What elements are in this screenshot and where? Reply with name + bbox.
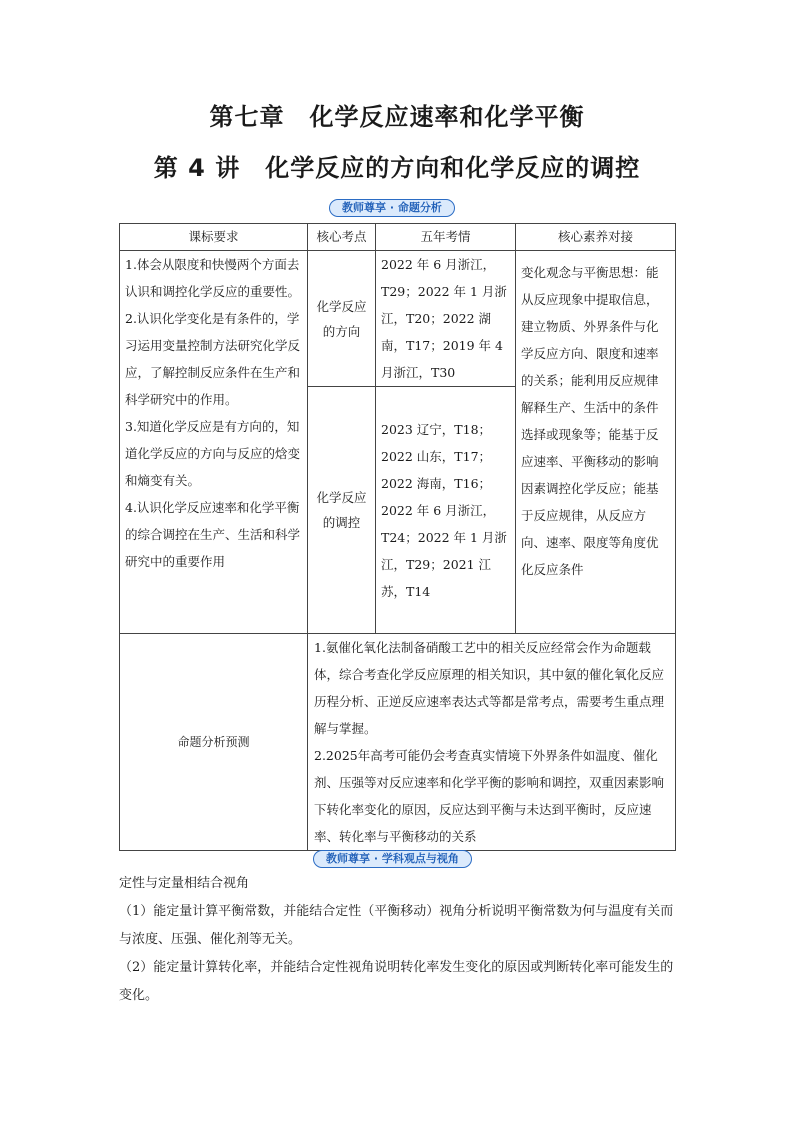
literacy-text: 变化观念与平衡思想：能从反应现象中提取信息，建立物质、外界条件与化学反应方向、限度和速率的关系；能利用反应规律解释生产、生活中的条件选择或现象等；能基于反应速率、平衡移动的影响因素调控化学反应；能基于反应规律，从反应方向、速率、限度等角度优化反应条件 (521, 265, 659, 577)
history-regulation: 2023 辽宁，T18；2022 山东，T17；2022 海南，T16；2022 年 6 月浙江，T24；2022 年 1 月浙江，T29；2021 江苏，T14 (381, 421, 507, 599)
history-direction: 2022 年 6 月浙江，T29；2022 年 1 月浙江，T20；2022 湖南，T17；2019 年 4 月浙江，T30 (381, 257, 507, 380)
lesson-title: 第 4 讲 化学反应的方向和化学反应的调控 (153, 154, 641, 182)
section-body (119, 898, 679, 1010)
topic-direction: 化学反应 的方向 (308, 251, 376, 387)
header-five-year: 五年考情 (376, 224, 516, 251)
analysis-table (119, 223, 676, 851)
curriculum-requirements: 1.体会从限度和快慢两个方面去认识和调控化学反应的重要性。 2.认识化学变化是有条件的，学习运用变量控制方法研究化学反应，了解控制反应条件在生产和科学研究中的作用。 3.知道化学反应是有方向的，知道化学反应的方向与反应的焓变和熵变有关。 4.认识化学反应速率和化学平衡的综合调控在生产、生活和科学研究中的重要作用 (125, 257, 301, 569)
table-row (120, 634, 676, 851)
chapter-title: 第七章 化学反应速率和化学平衡 (209, 103, 585, 131)
table-header-row (120, 224, 676, 251)
teacher-banner-perspective: 教师尊享 · 学科观点与视角 (313, 850, 472, 868)
teacher-banner-analysis: 教师尊享 · 命题分析 (329, 199, 455, 217)
prediction-text: 1.氨催化氧化法制备硝酸工艺中的相关反应经常会作为命题载体，综合考查化学反应原理的相关知识，其中氨的催化氧化反应历程分析、正逆反应速率表达式等都是常考点，需要考生重点理解与掌握。 2.2025年高考可能仍会考查真实情境下外界条件如温度、催化剂、压强等对反应速率和化学平衡的影响和调控，双重因素影响下转化率变化的原因，反应达到平衡与未达到平衡时，反应速率、转化率与平衡移动的关系 (314, 640, 665, 844)
header-curriculum: 课标要求 (120, 224, 308, 251)
point-1: （1）能定量计算平衡常数，并能结合定性（平衡移动）视角分析说明平衡常数为何与温度有关而与浓度、压强、催化剂等无关。 (119, 904, 674, 947)
topic-regulation: 化学反应 的调控 (308, 387, 376, 634)
table-row (120, 251, 676, 387)
prediction-label: 命题分析预测 (120, 634, 308, 851)
header-literacy: 核心素养对接 (516, 224, 676, 251)
point-2: （2）能定量计算转化率，并能结合定性视角说明转化率发生变化的原因或判断转化率可能发生的变化。 (119, 960, 674, 1003)
header-core-topic: 核心考点 (308, 224, 376, 251)
section-heading: 定性与定量相结合视角 (119, 876, 250, 891)
